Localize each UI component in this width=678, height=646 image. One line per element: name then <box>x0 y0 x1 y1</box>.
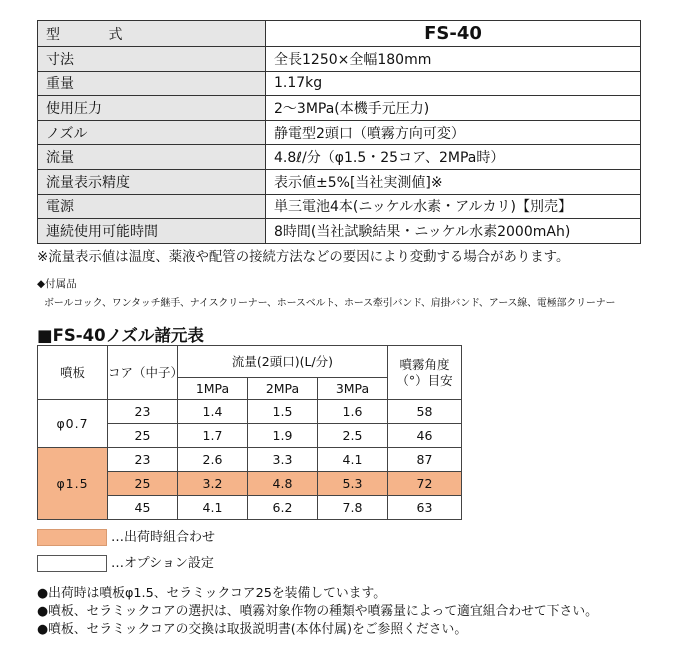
spec-value: 8時間(当社試験結果・ニッケル水素2000mAh) <box>266 219 641 244</box>
spec-row-model <box>38 21 641 47</box>
header-core: コア（中子） <box>108 346 178 400</box>
header-plate: 噴板 <box>38 346 108 400</box>
spec-row <box>38 120 641 145</box>
spec-row <box>38 169 641 194</box>
flow-2mpa-cell: 1.5 <box>248 400 318 424</box>
angle-cell: 63 <box>388 496 462 520</box>
plate-cell: φ0.7 <box>38 400 108 448</box>
angle-cell: 46 <box>388 424 462 448</box>
spec-label: 使用圧力 <box>38 96 266 121</box>
flow-1mpa-cell: 1.7 <box>178 424 248 448</box>
flow-1mpa-cell: 2.6 <box>178 448 248 472</box>
legend-option <box>37 552 214 572</box>
angle-cell: 72 <box>388 472 462 496</box>
flow-1mpa-cell: 4.1 <box>178 496 248 520</box>
core-cell: 25 <box>108 472 178 496</box>
core-cell: 25 <box>108 424 178 448</box>
header-2mpa: 2MPa <box>248 378 318 400</box>
flow-1mpa-cell: 1.4 <box>178 400 248 424</box>
header-angle: 噴霧角度（°）目安 <box>388 346 462 400</box>
spec-label: 流量表示精度 <box>38 169 266 194</box>
bullet-note: ●噴板、セラミックコアの選択は、噴霧対象作物の種類や噴霧量によって適宜組合わせて下さい。 <box>37 604 598 619</box>
spec-row <box>38 194 641 219</box>
spec-label: 重量 <box>38 71 266 96</box>
spec-label: ノズル <box>38 120 266 145</box>
legend-option-swatch <box>37 555 107 572</box>
spec-model-label: 型 式 <box>38 21 266 47</box>
bullet-note: ●噴板、セラミックコアの交換は取扱説明書(本体付属)をご参照ください。 <box>37 622 468 637</box>
angle-cell: 87 <box>388 448 462 472</box>
spec-label: 連続使用可能時間 <box>38 219 266 244</box>
nozzle-header-row <box>38 346 462 378</box>
flow-2mpa-cell: 3.3 <box>248 448 318 472</box>
nozzle-spec-table <box>37 345 462 520</box>
spec-value: 4.8ℓ/分（φ1.5・25コア、2MPa時） <box>266 145 641 170</box>
angle-cell: 58 <box>388 400 462 424</box>
spec-model-value: FS-40 <box>266 21 641 47</box>
legend-shipped-label: …出荷時組合わせ <box>111 530 216 545</box>
spec-row <box>38 96 641 121</box>
flow-3mpa-cell: 1.6 <box>318 400 388 424</box>
core-cell: 23 <box>108 448 178 472</box>
spec-value: 2～3MPa(本機手元圧力) <box>266 96 641 121</box>
spec-table <box>37 20 641 244</box>
flow-3mpa-cell: 7.8 <box>318 496 388 520</box>
legend-shipped <box>37 526 215 546</box>
header-3mpa: 3MPa <box>318 378 388 400</box>
spec-value: 単三電池4本(ニッケル水素・アルカリ)【別売】 <box>266 194 641 219</box>
spec-label: 電源 <box>38 194 266 219</box>
spec-value: 1.17kg <box>266 71 641 96</box>
spec-row <box>38 219 641 244</box>
flow-2mpa-cell: 6.2 <box>248 496 318 520</box>
flow-accuracy-note: ※流量表示値は温度、薬液や配管の接続方法などの要因により変動する場合があります。 <box>37 250 570 265</box>
legend-option-label: …オプション設定 <box>111 556 214 571</box>
core-cell: 23 <box>108 400 178 424</box>
accessories-list: ボールコック、ワンタッチ継手、ナイスクリーナー、ホースベルト、ホース牽引バンド、肩掛バンド、アース線、電極部クリーナー <box>44 298 616 309</box>
flow-2mpa-cell: 4.8 <box>248 472 318 496</box>
spec-row <box>38 47 641 72</box>
flow-3mpa-cell: 2.5 <box>318 424 388 448</box>
accessories-title: ◆付属品 <box>37 278 77 290</box>
bullet-note: ●出荷時は噴板φ1.5、セラミックコア25を装備しています。 <box>37 586 387 601</box>
header-1mpa: 1MPa <box>178 378 248 400</box>
flow-3mpa-cell: 4.1 <box>318 448 388 472</box>
flow-3mpa-cell: 5.3 <box>318 472 388 496</box>
flow-1mpa-cell: 3.2 <box>178 472 248 496</box>
spec-label: 流量 <box>38 145 266 170</box>
spec-row <box>38 71 641 96</box>
table-row <box>38 448 462 472</box>
core-cell: 45 <box>108 496 178 520</box>
spec-value: 表示値±5%[当社実測値]※ <box>266 169 641 194</box>
nozzle-table-title: ■FS-40ノズル諸元表 <box>37 326 204 345</box>
spec-value: 静電型2頭口（噴霧方向可変） <box>266 120 641 145</box>
spec-value: 全長1250×全幅180mm <box>266 47 641 72</box>
plate-cell: φ1.5 <box>38 448 108 520</box>
table-row <box>38 400 462 424</box>
flow-2mpa-cell: 1.9 <box>248 424 318 448</box>
legend-shipped-swatch <box>37 529 107 546</box>
spec-label: 寸法 <box>38 47 266 72</box>
spec-row <box>38 145 641 170</box>
header-flow: 流量(2頭口)(L/分) <box>178 346 388 378</box>
